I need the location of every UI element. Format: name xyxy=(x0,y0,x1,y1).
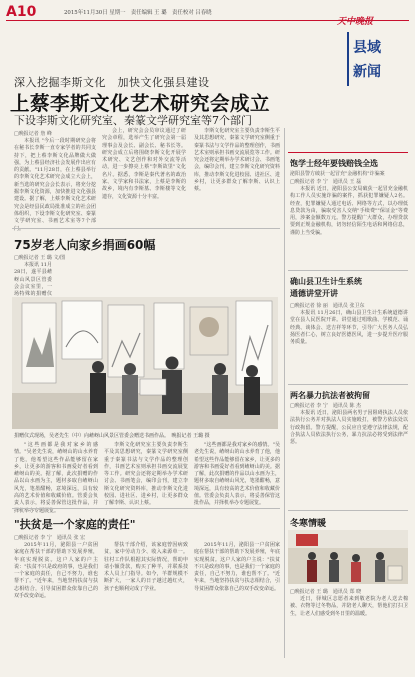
story3-col-2 xyxy=(104,542,188,668)
section-title: 县域新闻 xyxy=(353,40,381,80)
right-photo-body xyxy=(290,596,408,666)
lead-col-1 xyxy=(14,138,96,232)
story3-text-1: 2015年11月，泌阳县一户贫困家庭在帮扶干部的帮助下发展养殖，年底实现脱贫。这户人家的户主说："扶贫不只是政府的事，也是我们一个家庭的责任，自己不努力，谁也帮不了。"近年来，当地坚持扶贫与扶志相结合，引导贫困群众依靠自己的双手改变命运。 xyxy=(14,542,98,600)
right-story-b-byline: □晚报记者 徐 丽 通讯员 张卫东 xyxy=(290,303,365,309)
page-number: A10 xyxy=(6,4,37,20)
right-story-a-text: 本报讯 近日，泌阳县公安局破获一起冒充金融机构工作人员实施诈骗的案件，抓获犯罪嫌疑人2名。经查，犯罪嫌疑人通过电话、网络等方式，以办理低息贷款为由，骗取受害人交纳"手续费""保证金"等费用，涉案金额数万元。警方提醒广大群众，办理贷款要到正规金融机构，切勿轻信陌生电话和网络信息，谨防上当受骗。 xyxy=(290,186,408,236)
right-story-a-subhead: 泌阳县警方破获一起冒充"金融机构"诈骗案 xyxy=(290,171,385,177)
lead-headline: 上蔡李斯文化艺术研究会成立 xyxy=(10,92,271,115)
right-photo-text: 近日，驿城区志愿者来到敬老院为老人送去棉被、衣物等过冬物品，并陪老人聊天，帮他们打扫卫生，让老人们感受到冬日里的温暖。 xyxy=(290,596,408,617)
story2-text-1: 本报讯 11月28日，遂平县嵖岈山风景区管委会会议室里，一场特殊的捐赠仪 xyxy=(14,262,52,298)
story3-col-3 xyxy=(194,542,280,668)
right-story-c-headline: 两名暴力抗法者被拘留 xyxy=(290,391,370,400)
story2-text-2: "这些画都是我对家乡的感情。"吴老先生说，嵖岈山的山水养育了他，他希望这些作品能够留在家乡，让更多的游客和书画爱好者看到嵖岈山的美。据了解，此次捐赠的作品以山水画为主，题材多取自嵖岈山风光，笔墨酣畅，意境深远，具有较高的艺术价值和收藏价值。管委会负责人表示，将妥善保管这批作品，并择机举办专题展览。 xyxy=(14,442,98,514)
right-story-b-headline-2: 通德讲堂开讲 xyxy=(290,289,338,298)
story2-col-1 xyxy=(14,262,52,298)
story2-byline: □晚报记者 王 璐 文/图 xyxy=(14,255,66,261)
lead-text-1: 本报讯 "今后一段时期研究会将在秘书长李斯一直专家学者的共同支持下，把上蔡李斯文化品牌做大做强，为上蔡县经济社会发展作出应有的贡献。"11月28日，在上蔡县举行的李斯文化艺术研究会成立大会上，新当选的研究会会长表示，将充分挖掘李斯文化资源，加快推进文化强县建设。据了解，上蔡李斯文化艺术研究会是经县民政局批准成立的社会团体组织，下设李斯文化研究室、秦篆文学研究室、书画艺术室等7个部门。 xyxy=(14,138,96,232)
story3-text-3: 2015年11月，泌阳县一户贫困家庭在帮扶干部的帮助下发展养殖，年底实现脱贫。这户人家的户主说："扶贫不只是政府的事，也是我们一个家庭的责任，自己不努力，谁也帮不了。"近年来，当地坚持扶贫与扶志相结合，引导贫困群众依靠自己的双手改变命运。 xyxy=(194,542,280,592)
section-rule-1 xyxy=(12,228,280,229)
column-rule xyxy=(284,128,285,658)
story2-col-3 xyxy=(104,442,188,507)
right-rule-1 xyxy=(288,270,408,271)
story3-byline: □晚报记者 李 宁 通讯员 张 宏 xyxy=(14,535,86,541)
paper-logo: 天中晚报 xyxy=(337,17,374,27)
right-story-c-byline: □晚报记者 李 宁 通讯员 陈 杰 xyxy=(290,403,362,409)
story2-headline: 75岁老人向家乡捐画60幅 xyxy=(14,238,156,252)
right-story-b-body xyxy=(290,310,408,378)
right-top-rule xyxy=(288,152,408,153)
right-rule-2 xyxy=(288,384,408,385)
right-story-b-headline: 确山县卫生计生系统 xyxy=(290,277,362,286)
story3-headline: "扶贫是一个家庭的责任" xyxy=(14,518,136,531)
right-story-a-byline: □晚报记者 李 宁 通讯员 王 磊 xyxy=(290,179,362,185)
section-rule-2 xyxy=(12,508,280,509)
right-story-c-body xyxy=(290,410,408,500)
right-rule-3 xyxy=(288,510,408,511)
right-photo-caption: □晚报记者 王 璐 通讯员 郑 晓 xyxy=(290,589,362,595)
lead-kicker: 深入挖掘李斯文化 加快文化强县建设 xyxy=(14,76,210,89)
story2-text-4: "这些画都是我对家乡的感情。"吴老先生说，嵖岈山的山水养育了他，他希望这些作品能够留在家乡，让更多的游客和书画爱好者看到嵖岈山的美。据了解，此次捐赠的作品以山水画为主，题材多取自嵖岈山风光，笔墨酣畅，意境深远，具有较高的艺术价值和收藏价值。管委会负责人表示，将妥善保管这批作品，并择机举办专题展览。 xyxy=(194,442,280,507)
right-story-a-headline: 饱学士经年要钱赔钱全选 xyxy=(290,159,378,168)
right-photo-headline: 冬寒情暖 xyxy=(290,519,327,529)
donation-photo xyxy=(12,297,278,429)
story3-col-1 xyxy=(14,542,98,668)
section-logo xyxy=(337,14,397,94)
right-photo xyxy=(288,530,408,584)
lead-subhead: 下设李斯文化研究室、秦篆文学研究室等7个部门 xyxy=(14,114,252,127)
page-meta: 2015年11月30日 星期一 责任编辑 王 璐 责任校对 吕春晓 xyxy=(64,10,212,16)
right-story-a-body xyxy=(290,186,408,264)
lead-text-3: 李斯文化研究室主要负责李斯生平及其思想研究，秦篆文学研究室侧重于秦篆书法与文学作品的整理创作，书画艺术室则承担书画交流展览等工作。研究会还将定期举办学术研讨会、书画笔会，编印会刊，建立李斯文化研究资料库，推动李斯文化进校园、进社区、进乡村，让更多群众了解李斯、认识上蔡。 xyxy=(194,128,280,193)
photo-caption: 捐赠仪式现场，吴老先生（中）向嵖岈山风景区管委会赠送书画作品。 晚报记者 王璐 摄 xyxy=(14,433,210,439)
story2-col-4 xyxy=(194,442,280,507)
story2-col-2 xyxy=(14,442,98,514)
story2-text-3: 李斯文化研究室主要负责李斯生平及其思想研究，秦篆文学研究室侧重于秦篆书法与文学作品的整理创作，书画艺术室则承担书画交流展览等工作。研究会还将定期举办学术研讨会、书画笔会，编印会刊，建立李斯文化研究资料库，推动李斯文化进校园、进社区、进乡村，让更多群众了解李斯、认识上蔡。 xyxy=(104,442,188,507)
story3-text-2: 帮扶干部介绍，该家庭曾因病致贫，家中劳动力少、收入来源单一。驻村工作队根据其实际情况，帮助申请小额贷款，购买了种羊，并联系技术人员上门指导。如今，羊群规模不断扩大，一家人的日子越过越红火，孩子也顺利完成了学业。 xyxy=(104,542,188,592)
right-story-b-text: 本报讯 11月26日，确山县卫生计生系统道德讲堂在县人民医院开讲。讲堂通过唱歌曲、学模范、诵经典、谈体会、送吉祥等环节，引导广大医务人员弘扬医者仁心，树立良好医德医风，进一步提升医疗服务质量。 xyxy=(290,310,408,346)
lead-col-3 xyxy=(194,128,280,224)
right-story-c-text: 本报讯 近日，泌阳县两名男子因阻碍执法人员依法执行公务并对执法人员实施殴打，被警方依法处以行政拘留。警方提醒，公民应自觉遵守法律法规，配合执法人员依法执行公务，暴力抗法必将受到法律严惩。 xyxy=(290,410,408,446)
lead-col-2 xyxy=(102,128,186,224)
lead-text-2: 会上，研究会会员审议通过了研究会章程，选举产生了研究会第一届理事会及会长、副会长、秘书长等。研究会成立后将围绕李斯文化开展学术研究、文艺创作和对外交流等活动，进一步擦亮上蔡"李斯故里"文化名片。据悉，李斯是秦代著名的政治家、文学家和书法家，上蔡是李斯的故乡，境内有李斯墓、李斯楼等文化遗存，文化资源十分丰富。 xyxy=(102,128,186,200)
lead-byline: □晚报记者 詹 峰 xyxy=(14,131,52,137)
